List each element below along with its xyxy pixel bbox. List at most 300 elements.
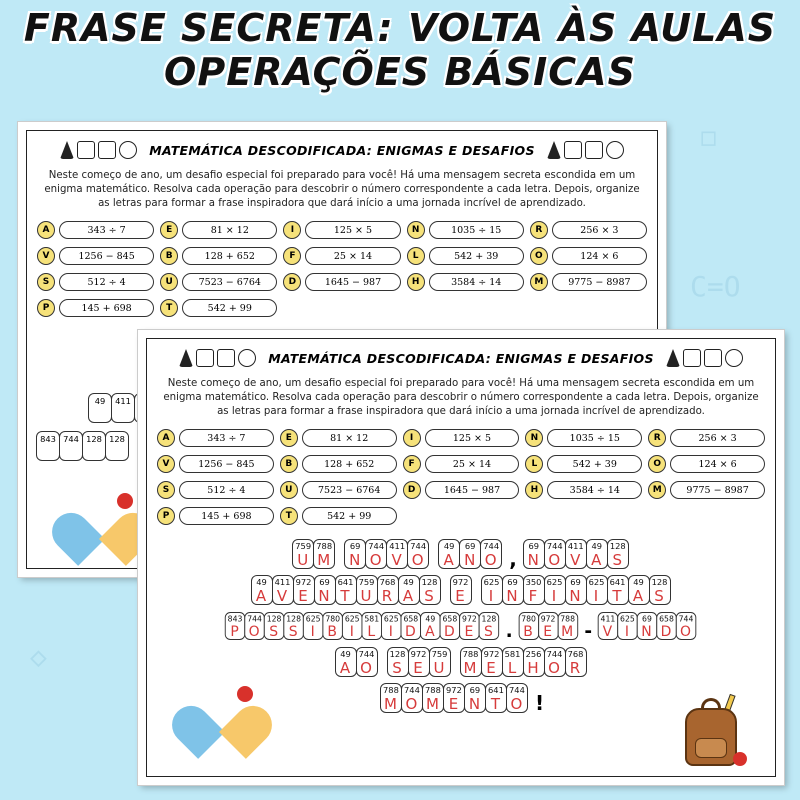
decoded-letter: S: [288, 623, 299, 640]
worksheet-title: MATEMÁTICA DESCODIFICADA: ENIGMAS E DESAFIOS: [149, 142, 535, 158]
cipher-number: 69: [464, 541, 476, 551]
operation-expression: 512 ÷ 4: [59, 273, 154, 291]
cipher-number: 411: [274, 577, 291, 587]
letter-badge: N: [407, 221, 425, 239]
letter-badge: T: [280, 507, 298, 525]
cipher-number: 625: [383, 613, 399, 624]
puzzle-word: [345, 539, 429, 569]
letter-badge: H: [407, 273, 425, 291]
decoded-letter: S: [269, 623, 279, 640]
cipher-cell: [365, 539, 387, 569]
cipher-cell: [649, 575, 671, 605]
compass-icon: [547, 141, 561, 159]
operation-expression: 542 + 39: [429, 247, 524, 265]
cipher-cell: [407, 539, 429, 569]
letter-badge: L: [407, 247, 425, 265]
cipher-cell: [356, 575, 378, 605]
cipher-cell: 843: [36, 431, 60, 461]
cipher-cell: [440, 612, 460, 640]
cipher-cell: [598, 612, 618, 640]
background-doodle: C=O: [690, 270, 741, 303]
operation-item: [530, 247, 647, 265]
cipher-number: 69: [319, 577, 330, 587]
cipher-number: 744: [509, 685, 525, 695]
cipher-cell: [565, 539, 587, 569]
punctuation: -: [584, 619, 593, 642]
puzzle-line: [169, 612, 753, 640]
letter-badge: V: [37, 247, 55, 265]
cipher-cell: [628, 575, 650, 605]
cipher-cell: [459, 612, 479, 640]
operation-expression: 1256 − 845: [179, 455, 274, 473]
letter-badge: O: [648, 455, 666, 473]
cipher-cell: [479, 612, 499, 640]
decoded-letter: N: [349, 551, 362, 569]
decoded-letter: M: [463, 659, 478, 677]
letter-badge: E: [160, 221, 178, 239]
decoded-letter: O: [369, 551, 383, 569]
operation-expression: 124 × 6: [670, 455, 765, 473]
letter-badge: T: [160, 299, 178, 317]
decoded-letter: A: [255, 587, 268, 605]
cipher-number: 972: [410, 649, 427, 659]
cipher-number: 972: [452, 577, 469, 587]
operation-item: [157, 481, 274, 499]
puzzle-word: [451, 575, 472, 605]
cipher-number: 625: [620, 613, 635, 624]
cipher-cell: [342, 612, 362, 640]
cipher-cell: [401, 683, 423, 713]
cipher-number: 411: [567, 541, 584, 551]
operation-item: [37, 247, 154, 265]
cipher-number: 768: [379, 577, 396, 587]
calculator-icon: [683, 349, 701, 367]
puzzle-word: [226, 612, 499, 640]
operation-expression: 3584 ÷ 14: [429, 273, 524, 291]
cipher-cell: [362, 612, 382, 640]
cipher-cell: [485, 683, 507, 713]
cipher-number: 658: [442, 613, 458, 624]
operation-item: [525, 455, 642, 473]
cipher-number: 625: [588, 577, 605, 587]
letter-badge: O: [530, 247, 548, 265]
notebook-icon: [585, 141, 603, 159]
decoded-letter: N: [569, 587, 582, 605]
letter-badge: F: [283, 247, 301, 265]
operation-item: [403, 455, 520, 473]
backpack-illustration: [675, 694, 745, 772]
cipher-cell: [443, 683, 465, 713]
letter-badge: A: [157, 429, 175, 447]
decoded-letter: S: [654, 587, 665, 605]
punctuation: .: [505, 619, 513, 642]
banner-line-1: FRASE SECRETA: VOLTA ÀS AULAS: [23, 6, 777, 50]
decoded-letter: I: [349, 623, 355, 640]
cipher-cell: 128: [82, 431, 106, 461]
decoded-letter: M: [561, 623, 575, 640]
decoded-letter: S: [392, 659, 403, 677]
cipher-number: 658: [659, 613, 674, 624]
cipher-number: 788: [383, 685, 399, 695]
cipher-cell: [420, 612, 440, 640]
operation-item: [283, 221, 400, 239]
cipher-number: 411: [389, 541, 406, 551]
cipher-number: 759: [358, 577, 375, 587]
operation-item: [530, 273, 647, 291]
cipher-number: 49: [633, 577, 644, 587]
punctuation: !: [534, 691, 545, 715]
cipher-cell: [438, 539, 460, 569]
cipher-number: 744: [368, 541, 385, 551]
puzzle-word: [336, 647, 378, 677]
background-doodle: ◇: [30, 640, 47, 673]
cipher-number: 641: [337, 577, 354, 587]
cipher-number: 744: [546, 541, 563, 551]
decoded-letter: B: [327, 623, 338, 640]
decoded-letter: R: [569, 659, 582, 677]
school-doodles-left: [60, 141, 137, 159]
decoded-letter: O: [360, 659, 373, 677]
banner-line-2: OPERAÇÕES BÁSICAS: [164, 50, 636, 94]
operation-item: [530, 221, 647, 239]
worksheet-frame: [146, 338, 776, 777]
cipher-cell: [450, 575, 472, 605]
cipher-cell: [356, 647, 378, 677]
cipher-number: 625: [344, 613, 360, 624]
operation-item: [160, 221, 277, 239]
decoded-letter: O: [411, 551, 425, 569]
decoded-letter: O: [680, 623, 692, 640]
operation-expression: 343 ÷ 7: [179, 429, 274, 447]
decoded-letter: N: [506, 587, 519, 605]
operation-expression: 128 + 652: [182, 247, 277, 265]
operation-expression: 9775 − 8987: [670, 481, 765, 499]
background-doodle: ◻: [700, 120, 717, 153]
operations-grid: [147, 419, 775, 525]
letter-badge: B: [160, 247, 178, 265]
decoded-letter: L: [507, 659, 518, 677]
cipher-number: 744: [247, 613, 262, 624]
operation-item: [280, 507, 397, 525]
operation-item: [525, 429, 642, 447]
decoded-letter: A: [591, 551, 603, 569]
operation-item: [37, 221, 154, 239]
apple-icon: [733, 752, 747, 766]
cipher-cell: [544, 647, 566, 677]
cipher-number: 625: [483, 577, 500, 587]
cipher-number: 843: [227, 613, 243, 624]
worksheet-title: MATEMÁTICA DESCODIFICADA: ENIGMAS E DESAFIOS: [268, 350, 654, 366]
decoded-letter: I: [593, 587, 600, 605]
operation-item: [403, 429, 520, 447]
letter-badge: M: [530, 273, 548, 291]
punctuation: ,: [509, 547, 517, 571]
operation-expression: 1035 ÷ 15: [429, 221, 524, 239]
decoded-letter: E: [413, 659, 424, 677]
cipher-number: 744: [410, 541, 427, 551]
operation-expression: 124 × 6: [552, 247, 647, 265]
cipher-cell: [586, 539, 608, 569]
letter-badge: P: [37, 299, 55, 317]
decoded-letter: O: [548, 551, 562, 569]
decoded-letter: A: [339, 659, 352, 677]
cipher-cell: [251, 575, 273, 605]
puzzle-word: [519, 612, 578, 640]
operation-expression: 256 × 3: [552, 221, 647, 239]
cipher-cell: [272, 575, 294, 605]
cipher-cell: [607, 575, 629, 605]
cipher-cell: [617, 612, 637, 640]
cipher-cell: [480, 539, 502, 569]
cipher-cell: [586, 575, 608, 605]
worksheet-intro: Neste começo de ano, um desafio especial foi preparado para você! Há uma mensagem secreta escondida em um enigma matemático. Resolva cada operação para descobrir o número correspondente a cada letra. Depois, organize as letras para formar a frase inspiradora que dará início a uma jornada incrível de aprendizado.: [44, 170, 640, 209]
cipher-number: 128: [286, 613, 301, 624]
operation-expression: 542 + 99: [302, 507, 397, 525]
worksheet-header: [27, 131, 657, 169]
operation-item: [648, 429, 765, 447]
letter-badge: U: [160, 273, 178, 291]
notebook-icon: [704, 349, 722, 367]
cipher-number: 788: [560, 613, 575, 624]
operation-expression: 81 × 12: [182, 221, 277, 239]
decoded-letter: H: [527, 659, 540, 677]
cipher-cell: [335, 647, 357, 677]
cipher-number: 625: [305, 613, 321, 624]
cipher-number: 972: [540, 613, 556, 624]
compass-icon: [179, 349, 193, 367]
operation-expression: 343 ÷ 7: [59, 221, 154, 239]
operation-item: [280, 481, 397, 499]
decoded-letter: S: [612, 551, 624, 569]
decoded-letter: D: [444, 623, 456, 640]
cipher-number: 658: [403, 613, 419, 624]
letter-badge: S: [157, 481, 175, 499]
cipher-number: 581: [364, 613, 380, 624]
cipher-cell: [293, 575, 315, 605]
cipher-number: 788: [425, 685, 441, 695]
cipher-cell: [387, 647, 409, 677]
operation-item: [280, 429, 397, 447]
cipher-number: 972: [483, 649, 500, 659]
cipher-cell: [225, 612, 245, 640]
cipher-number: 744: [678, 613, 694, 624]
decoded-letter: U: [360, 587, 373, 605]
apple-icon: [117, 493, 133, 509]
cipher-cell: [565, 647, 587, 677]
operation-expression: 7523 − 6764: [302, 481, 397, 499]
operations-grid: [27, 211, 657, 317]
decoded-letter: A: [402, 587, 415, 605]
cipher-number: 128: [266, 613, 282, 624]
cipher-number: 788: [316, 541, 333, 551]
operation-item: [157, 507, 274, 525]
decoded-letter: M: [317, 551, 332, 569]
worksheet-header: [147, 339, 775, 377]
decoded-letter: O: [510, 695, 524, 713]
cipher-cell: [464, 683, 486, 713]
letter-badge: I: [283, 221, 301, 239]
banner-title: [0, 6, 800, 94]
operation-item: [407, 273, 524, 291]
cipher-cell: [313, 539, 335, 569]
cipher-number: 49: [340, 649, 351, 659]
operation-item: [37, 273, 154, 291]
cipher-cell: [481, 575, 503, 605]
school-supplies-heart-image: [187, 684, 257, 744]
letter-badge: A: [37, 221, 55, 239]
operation-expression: 542 + 39: [547, 455, 642, 473]
operation-expression: 542 + 99: [182, 299, 277, 317]
cipher-number: 49: [256, 577, 267, 587]
letter-badge: F: [403, 455, 421, 473]
calculator-icon: [564, 141, 582, 159]
cipher-cell: [264, 612, 284, 640]
decoded-letter: I: [488, 587, 495, 605]
worksheet-intro: Neste começo de ano, um desafio especial foi preparado para você! Há uma mensagem secreta escondida em um enigma matemático. Resolva cada operação para descobrir o número correspondente a cada letra. Depois, organize as letras para formar a frase inspiradora que dará início a uma jornada incrível de aprendizado.: [163, 378, 759, 417]
operation-item: [37, 299, 154, 317]
operation-expression: 512 ÷ 4: [179, 481, 274, 499]
cipher-number: 744: [483, 541, 500, 551]
operation-expression: 128 + 652: [302, 455, 397, 473]
cipher-number: 759: [431, 649, 448, 659]
cipher-cell: [523, 575, 545, 605]
cipher-cell: [408, 647, 430, 677]
operation-item: [403, 481, 520, 499]
cipher-cell: [419, 575, 441, 605]
decoded-letter: V: [570, 551, 582, 569]
decoded-letter: V: [602, 623, 614, 640]
decoded-letter: F: [528, 587, 539, 605]
cipher-number: 744: [546, 649, 563, 659]
cipher-cell: 744: [59, 431, 83, 461]
cipher-cell: [565, 575, 587, 605]
puzzle-word: [482, 575, 671, 605]
letter-badge: S: [37, 273, 55, 291]
cipher-number: 625: [546, 577, 563, 587]
decoded-letter: D: [660, 623, 673, 640]
decoded-letter: E: [298, 587, 309, 605]
cipher-number: 972: [446, 685, 462, 695]
cipher-cell: 49: [88, 393, 112, 423]
operation-expression: 25 × 14: [305, 247, 400, 265]
cipher-cell: [518, 612, 538, 640]
cipher-number: 49: [591, 541, 603, 551]
decoded-letter: N: [464, 551, 477, 569]
cipher-number: 411: [600, 613, 616, 624]
operation-expression: 3584 ÷ 14: [547, 481, 642, 499]
school-doodles-right: [666, 349, 743, 367]
operation-expression: 125 × 5: [305, 221, 400, 239]
decoded-letter: L: [367, 623, 377, 640]
operation-expression: 1645 − 987: [305, 273, 400, 291]
decoded-letter: B: [523, 623, 534, 640]
puzzle-word: [599, 612, 697, 640]
cipher-cell: [656, 612, 676, 640]
decoded-letter: E: [486, 659, 497, 677]
operation-item: [160, 247, 277, 265]
cipher-cell: [398, 575, 420, 605]
decoded-letter: D: [404, 623, 417, 640]
cipher-cell: [381, 612, 401, 640]
cipher-cell: [292, 539, 314, 569]
decoded-letter: V: [391, 551, 403, 569]
cipher-number: 69: [469, 685, 481, 695]
decoded-letter: T: [340, 587, 351, 605]
operation-item: [280, 455, 397, 473]
letter-badge: R: [530, 221, 548, 239]
cipher-number: 128: [389, 649, 406, 659]
letter-badge: U: [280, 481, 298, 499]
cipher-cell: [523, 647, 545, 677]
cipher-cell: [244, 612, 264, 640]
letter-badge: L: [525, 455, 543, 473]
cipher-number: 641: [609, 577, 626, 587]
decoded-letter: S: [484, 623, 494, 640]
operation-item: [283, 273, 400, 291]
decoded-letter: E: [455, 587, 466, 605]
operation-expression: 145 + 698: [179, 507, 274, 525]
letter-badge: D: [283, 273, 301, 291]
cipher-number: 128: [609, 541, 626, 551]
decoded-letter: S: [424, 587, 435, 605]
cipher-cell: [544, 575, 566, 605]
decoded-letter: I: [551, 587, 558, 605]
school-doodles-left: [179, 349, 256, 367]
operation-item: [283, 247, 400, 265]
cipher-number: 744: [358, 649, 375, 659]
decoded-letter: O: [405, 695, 419, 713]
operation-expression: 7523 − 6764: [182, 273, 277, 291]
decoded-letter: A: [425, 623, 436, 640]
cipher-number: 69: [570, 577, 581, 587]
operation-item: [407, 247, 524, 265]
cipher-cell: [401, 612, 421, 640]
letter-badge: I: [403, 429, 421, 447]
letter-badge: N: [525, 429, 543, 447]
decoded-letter: M: [383, 695, 398, 713]
cipher-number: 69: [528, 541, 540, 551]
decoded-letter: E: [464, 623, 475, 640]
cipher-number: 128: [651, 577, 668, 587]
school-doodles-right: [547, 141, 624, 159]
cipher-cell: [322, 612, 342, 640]
letter-badge: B: [280, 455, 298, 473]
backpack-icon: [119, 141, 137, 159]
cipher-number: 350: [525, 577, 542, 587]
operation-expression: 25 × 14: [425, 455, 520, 473]
decoded-letter: I: [624, 623, 630, 640]
decoded-letter: E: [448, 695, 460, 713]
letter-badge: M: [648, 481, 666, 499]
operation-item: [648, 481, 765, 499]
decoded-letter: O: [484, 551, 498, 569]
cipher-cell: [303, 612, 323, 640]
operation-item: [157, 429, 274, 447]
compass-icon: [666, 349, 680, 367]
cipher-cell: [335, 575, 357, 605]
puzzle-word: [439, 539, 502, 569]
apple-icon: [237, 686, 253, 702]
operation-expression: 125 × 5: [425, 429, 520, 447]
letter-badge: P: [157, 507, 175, 525]
cipher-number: 759: [295, 541, 312, 551]
decoded-letter: U: [297, 551, 310, 569]
worksheet-front: [138, 330, 784, 785]
puzzle-line: [147, 647, 775, 677]
letter-badge: R: [648, 429, 666, 447]
cipher-cell: [557, 612, 577, 640]
backpack-icon: [606, 141, 624, 159]
